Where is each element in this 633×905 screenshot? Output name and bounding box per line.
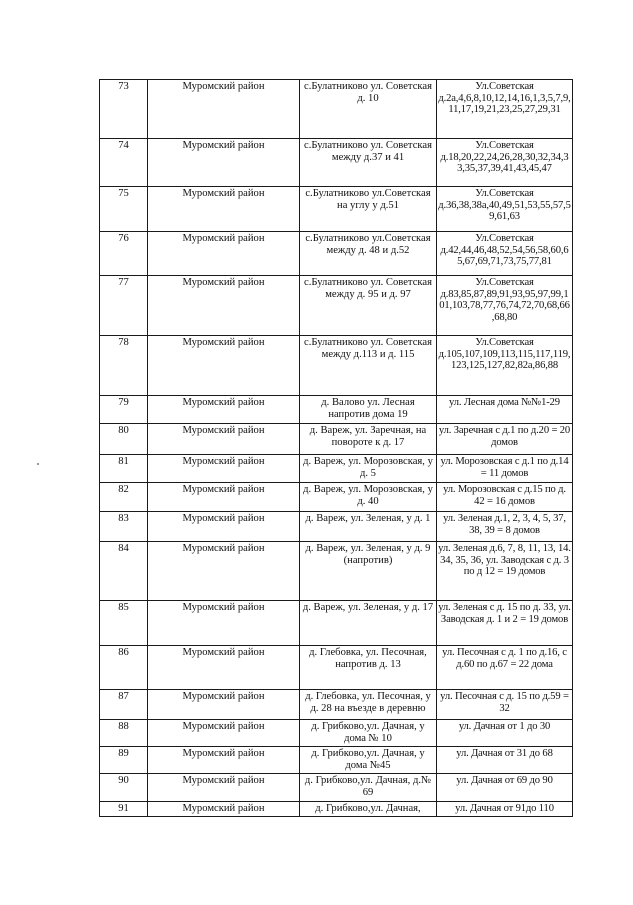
location-cell: д. Вареж, ул. Морозовская, у д. 40 <box>300 483 437 512</box>
district-cell: Муромский район <box>148 542 300 601</box>
row-number: 82 <box>100 483 148 512</box>
houses-cell: ул. Морозовская с д.1 по д.14 = 11 домов <box>437 455 573 483</box>
houses-cell: ул. Песочная с д. 1 по д.16, с д.60 по д.67 = 22 дома <box>437 646 573 690</box>
location-cell: с.Булатниково ул. Советская между д. 95 и д. 97 <box>300 276 437 336</box>
row-number: 85 <box>100 601 148 646</box>
houses-cell: Ул.Советская д.36,38,38а,40,49,51,53,55,57,59,61,63 <box>437 187 573 232</box>
row-number: 83 <box>100 512 148 542</box>
table-row <box>100 483 573 512</box>
location-cell: д. Вареж, ул. Зеленая, у д. 1 <box>300 512 437 542</box>
district-cell: Муромский район <box>148 774 300 801</box>
location-cell: д. Глебовка, ул. Песочная, у д. 28 на въезде в деревню <box>300 690 437 720</box>
row-number: 75 <box>100 187 148 232</box>
collection-points-table <box>99 79 573 817</box>
location-cell: д. Вареж, ул. Морозовская, у д. 5 <box>300 455 437 483</box>
table-row <box>100 455 573 483</box>
houses-cell: ул. Заречная с д.1 по д.20 = 20 домов <box>437 424 573 455</box>
table-row <box>100 232 573 276</box>
location-cell: д. Глебовка, ул. Песочная, напротив д. 13 <box>300 646 437 690</box>
district-cell: Муромский район <box>148 455 300 483</box>
houses-cell: ул. Дачная от 69 до 90 <box>437 774 573 801</box>
location-cell: д. Вареж, ул. Заречная, на повороте к д. 17 <box>300 424 437 455</box>
row-number: 79 <box>100 396 148 424</box>
location-cell: с.Булатниково ул. Советская между д.37 и 41 <box>300 139 437 187</box>
row-number: 80 <box>100 424 148 455</box>
houses-cell: Ул.Советская д.2а,4,6,8,10,12,14,16,1,3,5,7,9,11,17,19,21,23,25,27,29,31 <box>437 80 573 139</box>
houses-cell: ул. Морозовская с д.15 по д. 42 = 16 домов <box>437 483 573 512</box>
table-row <box>100 747 573 774</box>
houses-cell: ул. Зеленая с д. 15 по д. 33, ул. Заводская д. 1 и 2 = 19 домов <box>437 601 573 646</box>
row-number: 81 <box>100 455 148 483</box>
district-cell: Муромский район <box>148 276 300 336</box>
houses-cell: ул. Лесная дома №№1-29 <box>437 396 573 424</box>
houses-cell: ул. Зеленая д.6, 7, 8, 11, 13, 14. 34, 35, 36, ул. Заводская с д. 3 по д 12 = 19 домов <box>437 542 573 601</box>
row-number: 91 <box>100 801 148 817</box>
district-cell: Муромский район <box>148 747 300 774</box>
row-number: 90 <box>100 774 148 801</box>
houses-cell: ул. Зеленая д.1, 2, 3, 4, 5, 37, 38, 39 = 8 домов <box>437 512 573 542</box>
district-cell: Муромский район <box>148 336 300 396</box>
scan-speck <box>37 463 39 465</box>
houses-cell: ул. Дачная от 31 до 68 <box>437 747 573 774</box>
houses-cell: Ул.Советская д.105,107,109,113,115,117,119,123,125,127,82,82а,86,88 <box>437 336 573 396</box>
houses-cell: Ул.Советская д.42,44,46,48,52,54,56,58,60,65,67,69,71,73,75,77,81 <box>437 232 573 276</box>
row-number: 84 <box>100 542 148 601</box>
table-row <box>100 801 573 817</box>
table-row <box>100 187 573 232</box>
district-cell: Муромский район <box>148 690 300 720</box>
district-cell: Муромский район <box>148 512 300 542</box>
table-row <box>100 80 573 139</box>
table-row <box>100 139 573 187</box>
district-cell: Муромский район <box>148 80 300 139</box>
district-cell: Муромский район <box>148 396 300 424</box>
district-cell: Муромский район <box>148 720 300 747</box>
table-row <box>100 601 573 646</box>
row-number: 88 <box>100 720 148 747</box>
location-cell: д. Валово ул. Лесная напротив дома 19 <box>300 396 437 424</box>
row-number: 74 <box>100 139 148 187</box>
location-cell: с.Булатниково ул. Советская д. 10 <box>300 80 437 139</box>
houses-cell: ул. Песочная с д. 15 по д.59 = 32 <box>437 690 573 720</box>
table-row <box>100 424 573 455</box>
location-cell: д. Грибково,ул. Дачная, д.№ 69 <box>300 774 437 801</box>
district-cell: Муромский район <box>148 139 300 187</box>
houses-cell: Ул.Советская д.83,85,87,89,91,93,95,97,99,101,103,78,77,76,74,72,70,68,66,68,80 <box>437 276 573 336</box>
row-number: 87 <box>100 690 148 720</box>
table-row <box>100 774 573 801</box>
table-row <box>100 542 573 601</box>
district-cell: Муромский район <box>148 232 300 276</box>
table-row <box>100 646 573 690</box>
table-row <box>100 512 573 542</box>
table-row <box>100 690 573 720</box>
location-cell: с.Булатниково ул.Советская на углу у д.51 <box>300 187 437 232</box>
district-cell: Муромский район <box>148 187 300 232</box>
houses-cell: Ул.Советская д.18,20,22,24,26,28,30,32,34,33,35,37,39,41,43,45,47 <box>437 139 573 187</box>
district-cell: Муромский район <box>148 424 300 455</box>
row-number: 89 <box>100 747 148 774</box>
location-cell: д. Грибково,ул. Дачная, у дома № 10 <box>300 720 437 747</box>
district-cell: Муромский район <box>148 646 300 690</box>
table-row <box>100 276 573 336</box>
houses-cell: ул. Дачная от 91до 110 <box>437 801 573 817</box>
location-cell: с.Булатниково ул. Советская между д.113 и д. 115 <box>300 336 437 396</box>
location-cell: д. Грибково,ул. Дачная, <box>300 801 437 817</box>
district-cell: Муромский район <box>148 601 300 646</box>
location-cell: с.Булатниково ул.Советская между д. 48 и д.52 <box>300 232 437 276</box>
table-row <box>100 720 573 747</box>
table-body <box>100 80 573 817</box>
location-cell: д. Грибково,ул. Дачная, у дома №45 <box>300 747 437 774</box>
row-number: 77 <box>100 276 148 336</box>
row-number: 73 <box>100 80 148 139</box>
row-number: 78 <box>100 336 148 396</box>
table-row <box>100 396 573 424</box>
district-cell: Муромский район <box>148 483 300 512</box>
district-cell: Муромский район <box>148 801 300 817</box>
row-number: 86 <box>100 646 148 690</box>
table-row <box>100 336 573 396</box>
location-cell: д. Вареж, ул. Зеленая, у д. 17 <box>300 601 437 646</box>
row-number: 76 <box>100 232 148 276</box>
location-cell: д. Вареж, ул. Зеленая, у д. 9 (напротив) <box>300 542 437 601</box>
houses-cell: ул. Дачная от 1 до 30 <box>437 720 573 747</box>
